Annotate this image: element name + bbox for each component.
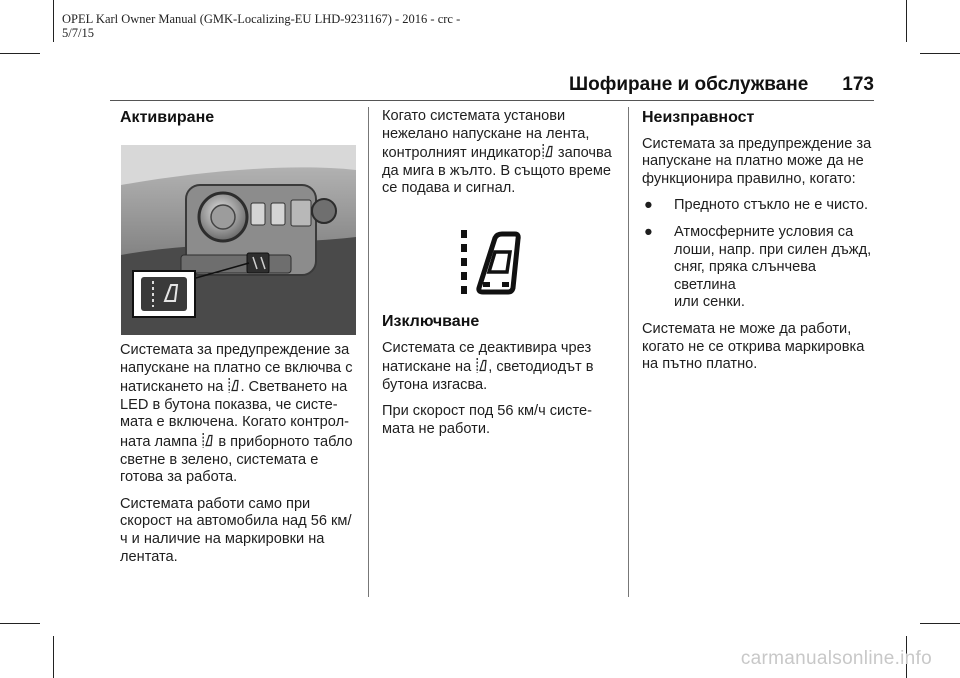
dashboard-switch-photo (121, 145, 356, 335)
meta-line-2: 5/7/15 (62, 26, 94, 40)
bullet-text: Атмосферните условия са лоши, напр. при силен дъжд, сняг, пряка слънчева светлина или сенки. (674, 223, 872, 311)
crop-mark (53, 636, 54, 678)
crop-mark (920, 53, 960, 54)
malfunction-paragraph-2: Системата не може да работи, когато не се открива маркировка на пътно платно. (642, 320, 865, 373)
column-divider (628, 107, 629, 597)
crop-mark (920, 623, 960, 624)
column-2-body (382, 313, 620, 448)
header-rule (110, 100, 874, 101)
document-meta (62, 12, 460, 40)
lane-departure-icon (228, 377, 239, 394)
column-divider (368, 107, 369, 597)
crop-mark (0, 623, 40, 624)
crop-mark (53, 0, 54, 42)
deactivation-paragraph-1: Системата се деактивира чрез натискане на , светодиодът в бутона изгасва. (382, 339, 594, 393)
meta-line-1: OPEL Karl Owner Manual (GMK-Localizing-EU LHD-9231167) - 2016 - crc - (62, 12, 461, 26)
bullet-item (642, 197, 880, 215)
page-number: 173 (842, 74, 874, 95)
lane-departure-icon (476, 357, 487, 374)
deactivation-paragraph-2: При скорост под 56 км/ч систе- мата не работи. (382, 403, 592, 437)
activation-paragraph-2: Системата работи само при скорост на автомобила над 56 км/ ч и наличие на маркировки на лентата. (120, 495, 352, 565)
bullet-symbol: ● (644, 223, 653, 240)
watermark: carmanualsonline.info (740, 648, 932, 669)
crop-mark (906, 0, 907, 42)
bullet-symbol: ● (644, 197, 653, 214)
warning-paragraph: Когато системата установи нежелано напускане на лента, контролният индикатор започва да мига в жълто. В същото време се подава и сигнал. (382, 108, 612, 197)
malfunction-paragraph-1: Системата за предупреждение за напускане на платно може да не функционира правилно, когато: (642, 135, 872, 187)
column-2 (382, 108, 620, 207)
heading-malfunction: Неизправност (642, 109, 755, 126)
bullet-item (642, 224, 880, 312)
activation-paragraph-1: Системата за предупреждение за напускане на платно се включва с натискането на . Светването на LED в бутона показва, че систе- мата е включена. Когато контрол- ната лампа в приборното табло светне в зелено, системата е готова за работа. (120, 342, 353, 486)
page-header (569, 74, 874, 96)
lane-departure-icon (542, 143, 553, 160)
section-title: Шофиране и обслужване (569, 74, 809, 95)
lane-departure-warning-icon (455, 228, 525, 298)
heading-activation: Активиране (120, 109, 215, 126)
bullet-text: Предното стъкло не е чисто. (674, 197, 869, 214)
column-1 (120, 109, 356, 136)
lane-departure-icon (202, 432, 213, 449)
column-1-body (120, 342, 358, 575)
heading-deactivation: Изключване (382, 313, 480, 330)
column-3 (642, 109, 880, 383)
crop-mark (0, 53, 40, 54)
